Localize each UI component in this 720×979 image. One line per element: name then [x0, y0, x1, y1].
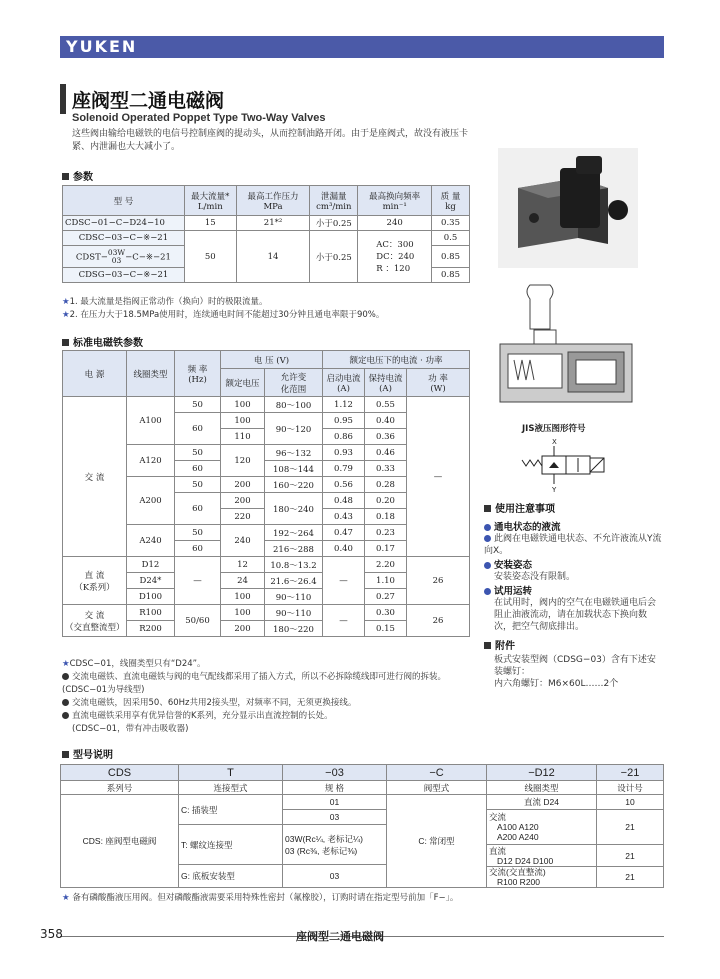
- model-cdsc01: CDSC−01−C−D24−10: [63, 216, 185, 231]
- usage-notes: 使用注意事项 通电状态的液流 此阀在电磁铁通电状态、不允许液流从Y流向X。 安装姿态 安装姿态没有限制。 试用运转 在试用时，阀内的空气在电磁铁通电后会阻止油液流动，请在加载状态下换向数次，把空气彻底排出。 附件 板式安装型阀（CDSG−03）含有下述安装螺钉： 内六角螺钉：M6×60L……2个: [484, 504, 662, 689]
- model-code-table: CDS T −03 −C −D12 −21 系列号 连接型式 规 格 阀型式 线圈类型 设计号 CDS: 座阀型电磁阀 C: 插装型 01 C: 常闭型 直流 D24 10 03 交流 A100 A120 A200 A240 21 T: 螺纹连接型 03W(Rc¼, 老标记¼) 03 (Rc⅜, 老标记⅜) 直流 D12 D24 D100 21 G: 底板安装型 03 交流(交直整流) R100 R200 21: [60, 764, 664, 888]
- title-accent: [60, 84, 66, 114]
- col-model: 型 号: [63, 186, 185, 216]
- footnote: ★ 备有磷酸酯液压用阀。但对磷酸酯液需要采用特殊性密封（氟橡胶），订购时请在指定型号前加「F−」。: [62, 893, 459, 903]
- spec-heading: 参数: [62, 168, 93, 183]
- spec-notes: ★1. 最大流量是指阀正常动作（换向）时的极限流量。 ★2. 在压力大于18.5MPa使用时，连续通电时间不能超过30分钟且通电率限于90%。: [62, 297, 385, 320]
- port-x-label: X: [552, 438, 557, 446]
- model-heading: 型号说明: [62, 746, 113, 761]
- footer-title: 座阀型二通电磁阀: [296, 930, 384, 943]
- model-cdsg03: CDSG−03−C−※−21: [63, 268, 185, 283]
- page-title: 座阀型二通电磁阀: [72, 90, 225, 112]
- spec-table: 型 号 最大流量* L/min 最高工作压力 MPa 泄漏量 cm³/min 最高换向频率 min⁻¹ 质 量 kg CDSC−01−C−D24−10 15 21*² 小于0.25 240 0.35 CDSC−03−C−※−21 50 14 小于0.25 AC：300 DC：240 R ：120 0.5 CDST− 03W 03 −C−※−21 0.85 CDSG−03−C−※−21 0.85: [62, 185, 470, 283]
- top-brand-bar: [60, 36, 664, 58]
- solenoid-notes: ★CDSC−01，线圈类型只有“D24”。 交流电磁铁、直流电磁铁与阀的电气配线都采用了插入方式，所以不必拆除缆线即可进行阀的拆装。(CDSC−01为导线型) 交流电磁铁，因采用50、60Hz共用2接头型，对频率不同，无须更换接线。 直流电磁铁采用享有优异信誉的K系列，充分显示出直流控制的长处。 (CDSC−01，带有冲击吸收器): [62, 659, 447, 734]
- jis-hydraulic-symbol: [514, 436, 624, 494]
- jis-symbol-label: JIS液压图形符号: [522, 424, 586, 434]
- solenoid-heading: 标准电磁铁参数: [62, 334, 143, 349]
- solenoid-table: 电 源 线圈类型 频 率 (Hz) 电 压 (V) 额定电压下的电流 · 功率 额定电压 允许变 化范围 启动电流 (A) 保持电流 (A) 功 率 (W) 交 流 A100 50 100 80～100 1.12 0.55 — 60 100 90～120 0.95 0.40 110 0.86 0.36 A120 50 120 96～132 0.93 0.46 60 108～144 0.79 0.33 A200 50 200 160～220 0.56 0.28 60 200 180～240 0.48 0.20 220 0.43 0.18 A240 50 240 192～264 0.47 0.23 60 216～288 0.40 0.17 直 流 （K系列） D12 — 12 10.8～13.2 — 2.20 26 D24* 24 21.6～26.4 1.10 D100 100 90～110 0.27 交 流 （交直整流型） R100 50/60 100 90～110 — 0.30 26 R200 200 180～220 0.15: [62, 350, 470, 637]
- model-cdst: CDST− 03W 03 −C−※−21: [63, 246, 185, 268]
- page-number: 358: [40, 927, 63, 941]
- yuken-logo: YUKEN: [66, 37, 138, 56]
- page-subtitle: Solenoid Operated Poppet Type Two-Way Valves: [72, 112, 326, 124]
- port-y-label: Y: [552, 486, 557, 494]
- model-cdsc03: CDSC−03−C−※−21: [63, 231, 185, 246]
- intro-text: 这些阀由输给电磁铁的电信号控制座阀的提动头，从而控制油路开闭。由于是座阀式，故没有液压卡紧、内泄漏也大大减小了。: [72, 129, 469, 152]
- valve-section-drawing: [490, 280, 638, 410]
- valve-photo: [498, 148, 638, 268]
